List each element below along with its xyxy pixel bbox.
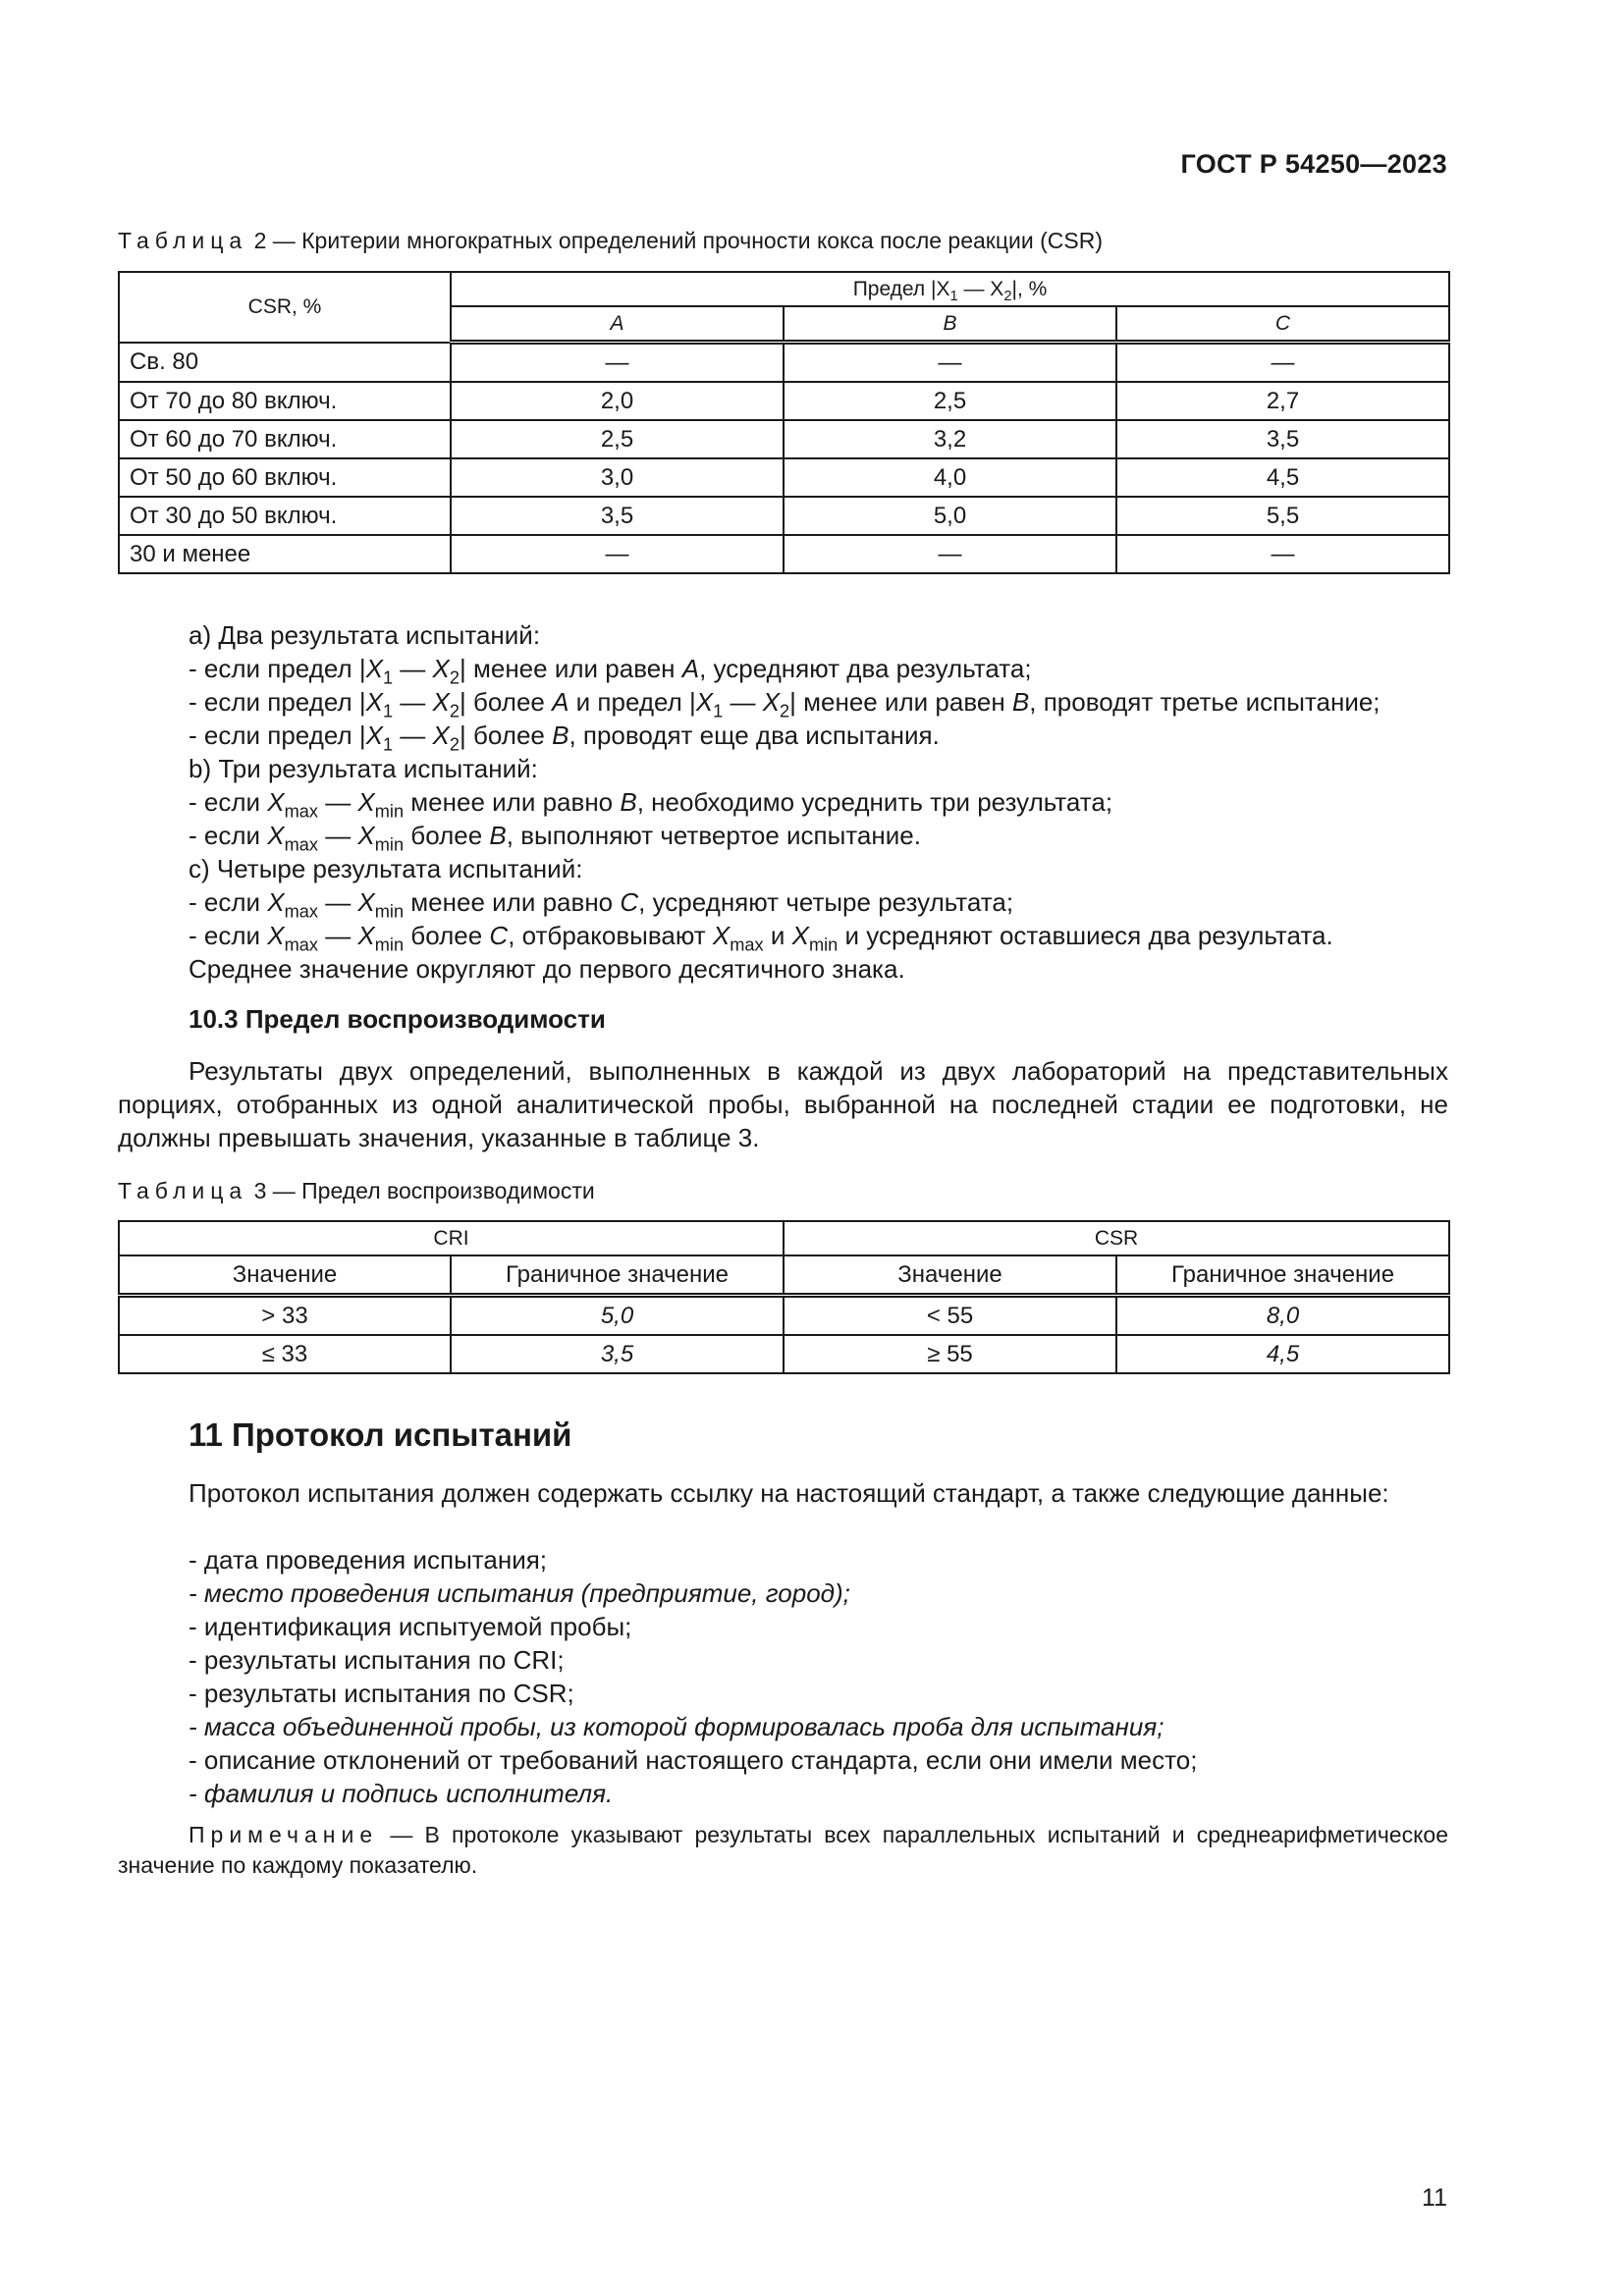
table2-caption-label: Таблица (118, 228, 248, 253)
row-label: От 50 до 60 включ. (119, 458, 451, 497)
cell-c: 4,5 (1116, 458, 1449, 497)
rules-a-item-3: - если предел $|X_1$ — $X_2|$ более B, проводят еще два испытания. (189, 721, 940, 755)
table3-caption-text: 3 — Предел воспроизводимости (247, 1178, 595, 1203)
table2-col-csr: CSR, % (119, 272, 451, 343)
row-label: От 60 до 70 включ. (119, 420, 451, 458)
table-row (119, 1335, 1449, 1373)
table2-caption (118, 228, 1103, 254)
decision-rules (118, 618, 1519, 986)
cell-c: 3,5 (1116, 420, 1449, 458)
table-row (119, 420, 1449, 458)
section-10-3-text: Результаты двух определений, выполненных в каждой из двух лабораторий на представительных порциях, отобранных из одной аналитической пробы, выбранной на последней стадии ее подготовки, не должны превышать значения, указанные в таблице 3. (118, 1056, 1448, 1152)
table3-col-cri-value: Значение (119, 1255, 451, 1296)
cell-cri-value: ≤ 33 (119, 1335, 451, 1373)
row-label: От 70 до 80 включ. (119, 382, 451, 420)
table3-col-csr-limit: Граничное значение (1116, 1255, 1449, 1296)
table3-group-csr: CSR (784, 1221, 1449, 1255)
rules-a-item-2: - если предел $|X_1$ — $X_2|$ более A и предел $|X_1$ — $X_2|$ менее или равен B, проводят третье испытание; (189, 687, 1380, 721)
cell-csr-value: ≥ 55 (784, 1335, 1116, 1373)
page-number: 11 (1422, 2184, 1447, 2212)
rules-c-title: c) Четыре результата испытаний: (189, 854, 583, 883)
table3-caption-label: Таблица (118, 1178, 248, 1203)
rules-b-item-1: - если $X_{max}$ — $X_{min}$ менее или равно B, необходимо усреднить три результата; (189, 787, 1113, 822)
list-item: - фамилия и подпись исполнителя. (189, 1779, 614, 1808)
list-item: - результаты испытания по CSR; (189, 1679, 574, 1708)
table3-col-csr-value: Значение (784, 1255, 1116, 1296)
cell-b: 4,0 (784, 458, 1116, 497)
cell-a: 3,5 (451, 497, 784, 535)
list-item: - идентификация испытуемой пробы; (189, 1612, 632, 1641)
list-item: - описание отклонений от требований настоящего стандарта, если они имели место; (189, 1745, 1198, 1775)
list-item: - дата проведения испытания; (189, 1545, 548, 1575)
list-item: - результаты испытания по CRI; (189, 1645, 565, 1675)
rules-mean-round: Среднее значение округляют до первого десятичного знака. (189, 954, 905, 984)
table3-group-cri: CRI (119, 1221, 784, 1255)
list-item: - масса объединенной пробы, из которой формировалась проба для испытания; (189, 1712, 1164, 1741)
table3-col-cri-limit: Граничное значение (451, 1255, 784, 1296)
cell-c: — (1116, 535, 1449, 573)
cell-csr-limit: 8,0 (1116, 1296, 1449, 1336)
rules-b-item-2: - если $X_{max}$ — $X_{min}$ более B, выполняют четвертое испытание. (189, 821, 921, 855)
row-label: Св. 80 (119, 343, 451, 383)
rules-c-item-2: - если $X_{max}$ — $X_{min}$ более C, отбраковывают $X_{max}$ и $X_{min}$ и усредняют оставшиеся два результата. (189, 921, 1333, 955)
cell-b: 5,0 (784, 497, 1116, 535)
protocol-items (118, 1543, 1519, 1810)
cell-b: 2,5 (784, 382, 1116, 420)
list-item: - место проведения испытания (предприятие, город); (189, 1578, 850, 1608)
table3 (118, 1220, 1450, 1374)
cell-b: 3,2 (784, 420, 1116, 458)
table-row (119, 382, 1449, 420)
note-text: — В протоколе указывают результаты всех параллельных испытаний и среднеарифметическое значение по каждому показателю. (118, 1822, 1448, 1878)
cell-csr-limit: 4,5 (1116, 1335, 1449, 1373)
table2-caption-text: 2 — Критерии многократных определений прочности кокса после реакции (CSR) (247, 228, 1103, 253)
document-code: ГОСТ Р 54250—2023 (1180, 149, 1447, 179)
cell-a: — (451, 535, 784, 573)
note (118, 1820, 1448, 1881)
section-10-3-heading: 10.3 Предел воспроизводимости (189, 1004, 606, 1034)
cell-cri-limit: 5,0 (451, 1296, 784, 1336)
table2-subcol-b: B (784, 306, 1116, 343)
table-row (119, 343, 1449, 383)
table3-caption (118, 1178, 595, 1204)
table2-subcol-a: A (451, 306, 784, 343)
rules-a-item-1: - если предел $|X_1$ — $X_2|$ менее или равен A, усредняют два результата; (189, 654, 1032, 688)
table2-subcol-c: C (1116, 306, 1449, 343)
table-row (119, 458, 1449, 497)
cell-cri-value: > 33 (119, 1296, 451, 1336)
cell-b: — (784, 535, 1116, 573)
cell-csr-value: < 55 (784, 1296, 1116, 1336)
table-row (119, 1296, 1449, 1336)
cell-a: 2,0 (451, 382, 784, 420)
rules-b-title: b) Три результата испытаний: (189, 754, 538, 783)
row-label: 30 и менее (119, 535, 451, 573)
cell-a: 3,0 (451, 458, 784, 497)
cell-c: — (1116, 343, 1449, 383)
section-11-heading: 11 Протокол испытаний (189, 1416, 572, 1453)
cell-c: 5,5 (1116, 497, 1449, 535)
table-row (119, 535, 1449, 573)
table-row (119, 497, 1449, 535)
cell-a: 2,5 (451, 420, 784, 458)
cell-c: 2,7 (1116, 382, 1449, 420)
cell-b: — (784, 343, 1116, 383)
row-label: От 30 до 50 включ. (119, 497, 451, 535)
table2 (118, 271, 1450, 574)
cell-cri-limit: 3,5 (451, 1335, 784, 1373)
table2-col-limit: Предел $|X_1$ — $X_2|$, % (451, 272, 1449, 306)
section-11-intro: Протокол испытания должен содержать ссылку на настоящий стандарт, а также следующие данные: (189, 1478, 1389, 1508)
note-label: Примечание (189, 1822, 379, 1847)
rules-c-item-1: - если $X_{max}$ — $X_{min}$ менее или равно C, усредняют четыре результата; (189, 887, 1014, 922)
rules-a-title: а) Два результата испытаний: (189, 620, 541, 650)
cell-a: — (451, 343, 784, 383)
